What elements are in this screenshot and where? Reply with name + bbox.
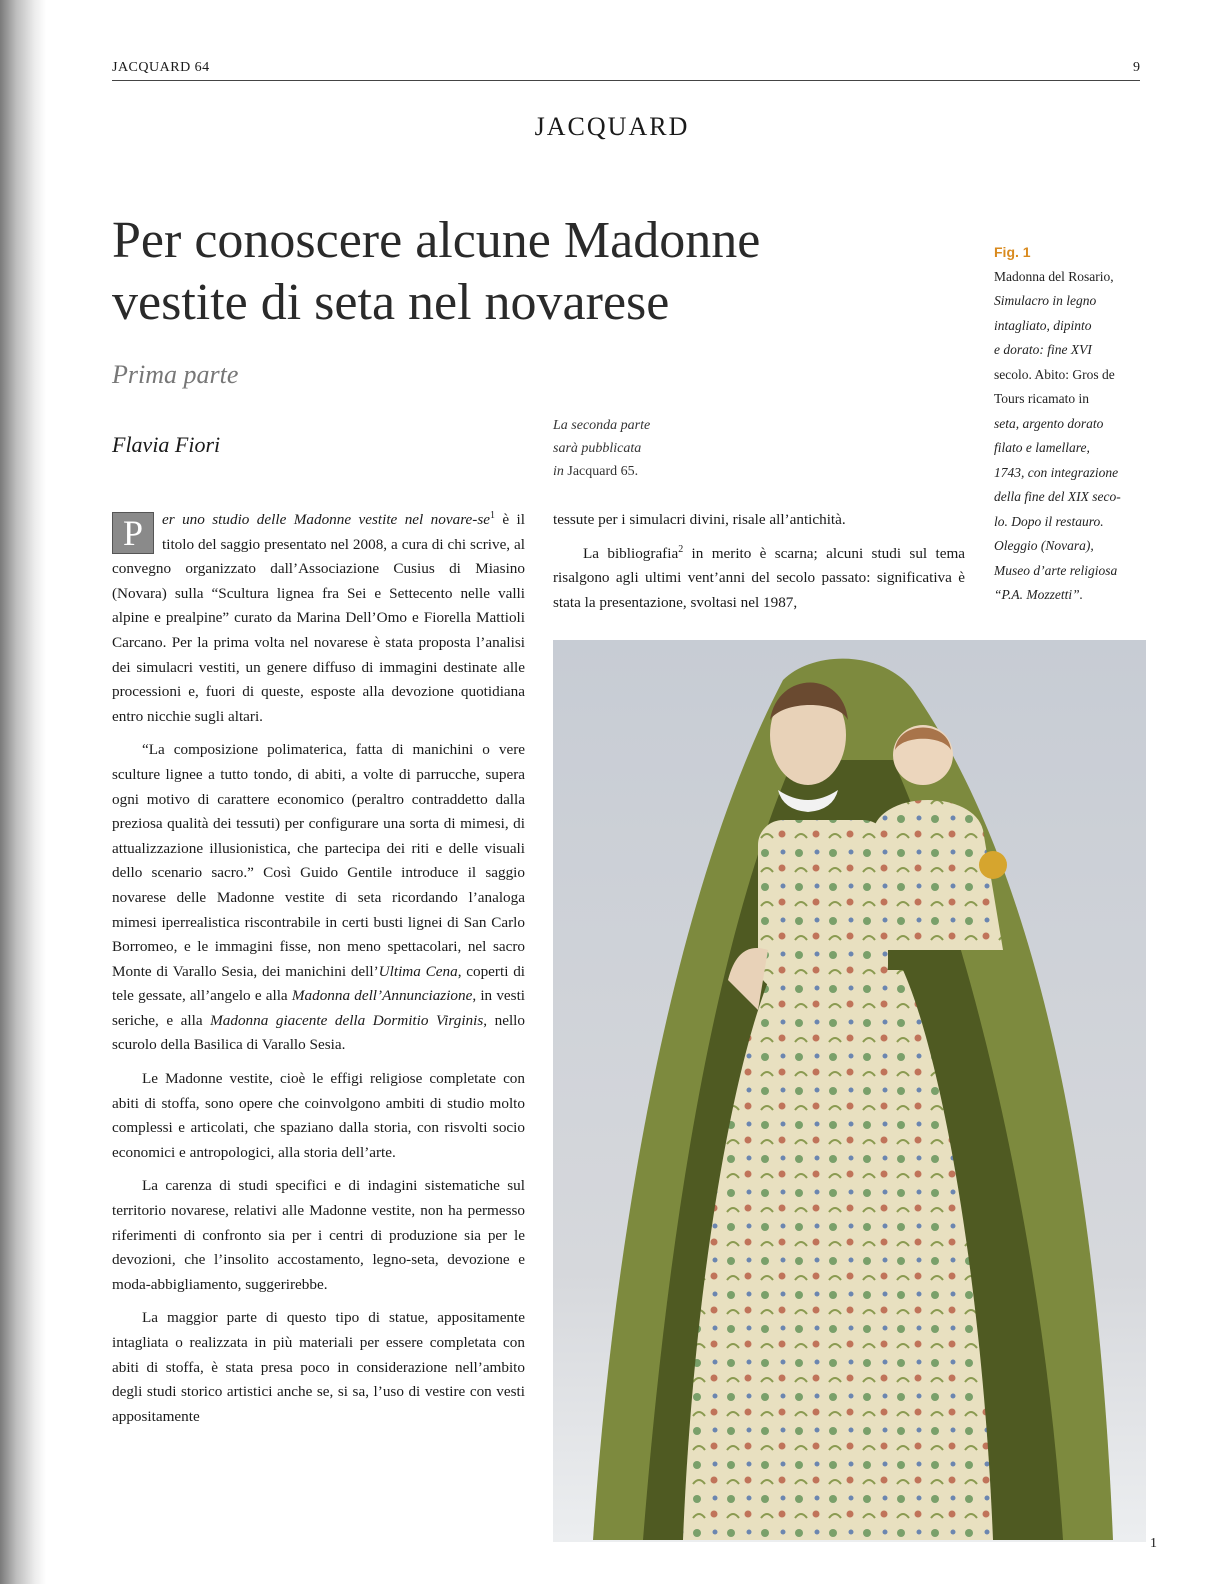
caption-line: Oleggio (Novara), <box>994 538 1094 553</box>
header-rule <box>112 80 1140 81</box>
figure-label: Fig. 1 <box>994 244 1031 260</box>
caption-line: e dorato: fine XVI <box>994 342 1092 357</box>
caption-line: lo. Dopo il restauro. <box>994 513 1104 529</box>
title-line-1: Per conoscere alcune Madonne <box>112 212 761 269</box>
caption-line: filato e lamellare, <box>994 440 1090 455</box>
paragraph: Le Madonne vestite, cioè le effigi religiose completate con abiti di stoffa, sono opere che coinvolgono ambiti di studio molto complessi e articolati, che spaziano dalla storia, con risvolti socio economici e antropologici, alla storia dell’arte. <box>112 1070 525 1161</box>
figure-caption <box>994 240 1144 608</box>
paragraph: La carenza di studi specifici e di indagini sistematiche sul territorio novarese, relativi alle Madonne vestite, non ha permesso riferimenti di confronto sia per i centri di produzione sia per le devozioni, che l’insolito accostamento, legno-seta, devozione e moda-abbigliamento, suggerirebbe. <box>112 1177 525 1293</box>
note-line-3: in Jacquard 65. <box>553 464 639 479</box>
caption-line: della fine del XIX seco- <box>994 489 1121 504</box>
title-line-2: vestite di seta nel novarese <box>112 274 670 331</box>
caption-line: Tours ricamato in <box>994 391 1090 406</box>
article-title <box>112 210 872 334</box>
body-column-2 <box>553 508 965 624</box>
caption-line: seta, argento dorato <box>994 415 1104 431</box>
body-column-1 <box>112 508 525 1438</box>
scan-edge-shadow <box>0 0 46 1584</box>
note-line-1: La seconda parte <box>553 418 651 433</box>
madonna-illustration <box>553 640 1146 1542</box>
caption-line: Simulacro in legno <box>994 293 1097 308</box>
paragraph: La bibliografia$^2$ in merito è scarna; alcuni studi sul tema risalgono agli ultimi vent’anni del secolo passato: significativa è stata la presentazione, svoltasi nel 1987, <box>553 543 966 611</box>
drop-cap: P <box>112 512 154 554</box>
series-note <box>553 414 650 483</box>
caption-line: “P.A. Mozzetti”. <box>994 587 1084 602</box>
paragraph: La maggior parte di questo tipo di statue, appositamente intagliata o realizzata in più materiali per essere completata con abiti di stoffa, è stata presa poco in considerazione nell’ambito degli studi storico artistici anche se, si sa, l’uso di vestire con vesti appositamente <box>112 1309 525 1425</box>
golden-orb <box>979 851 1007 879</box>
author-name: Flavia Fiori <box>112 432 221 457</box>
caption-line: intagliato, dipinto <box>994 317 1092 333</box>
paragraph: tessute per i simulacri divini, risale all’antichità. <box>553 511 846 528</box>
footer-mark: 1 <box>1150 1536 1157 1551</box>
page-number: 9 <box>1133 60 1140 75</box>
section-title: JACQUARD <box>534 112 690 141</box>
article-subtitle: Prima parte <box>112 360 239 389</box>
running-header: JACQUARD 64 <box>112 60 210 75</box>
note-line-2: sarà pubblicata <box>553 441 642 456</box>
caption-line: 1743, con integrazione <box>994 464 1119 480</box>
caption-line: secolo. Abito: Gros de <box>994 366 1115 382</box>
paragraph: “La composizione polimaterica, fatta di manichini o vere sculture lignee a tutto tondo, di abiti, a volte di parrucche, supera ogni motivo di carattere economico (peraltro contraddetto dalla preziosa qualità dei tessuti) per configurare una sorta di mimesi, di attualizzazione illusionistica, che partecipa dei riti e delle visuali dello scenario sacro.” Così Guido Gentile introduce il saggio novarese delle Madonne vestite di seta ricordando l’analoga mimesi iperrealistica riscontrabile in certi busti lignei di San Carlo Borromeo, e le immagini fisse, non meno spettacolari, nel sacro Monte di Varallo Sesia, dei manichini dell’Ultima Cena, coperti di tele gessate, all’angelo e alla Madonna dell’Annunciazione, in vesti seriche, e alla Madonna giacente della Dormitio Virginis, nello scurolo della Basilica di Varallo Sesia. <box>112 741 526 1054</box>
madonna-photo <box>553 640 1146 1542</box>
caption-line: Madonna del Rosario, <box>994 268 1114 284</box>
paragraph: P er uno studio delle Madonne vestite nel novare-$se^1$ è il titolo del saggio presentato nel 2008, a cura di chi scrive, al convegno organizzato dall’Associazione Cusius di Miasino (Novara) sulla “Scultura lignea fra Sei e Settecento nelle valli alpine e prealpine” curato da Marina Dell’Omo e Fiorella Mattioli Carcano. Per la prima volta nel novarese è stata proposta l’analisi dei simulacri vestiti, un genere diffuso di immagini destinate alle processioni e, fuori di queste, esposte alla devozione quotidiana entro nicchie sugli altari. <box>112 509 525 725</box>
caption-line: Museo d’arte religiosa <box>994 562 1118 578</box>
